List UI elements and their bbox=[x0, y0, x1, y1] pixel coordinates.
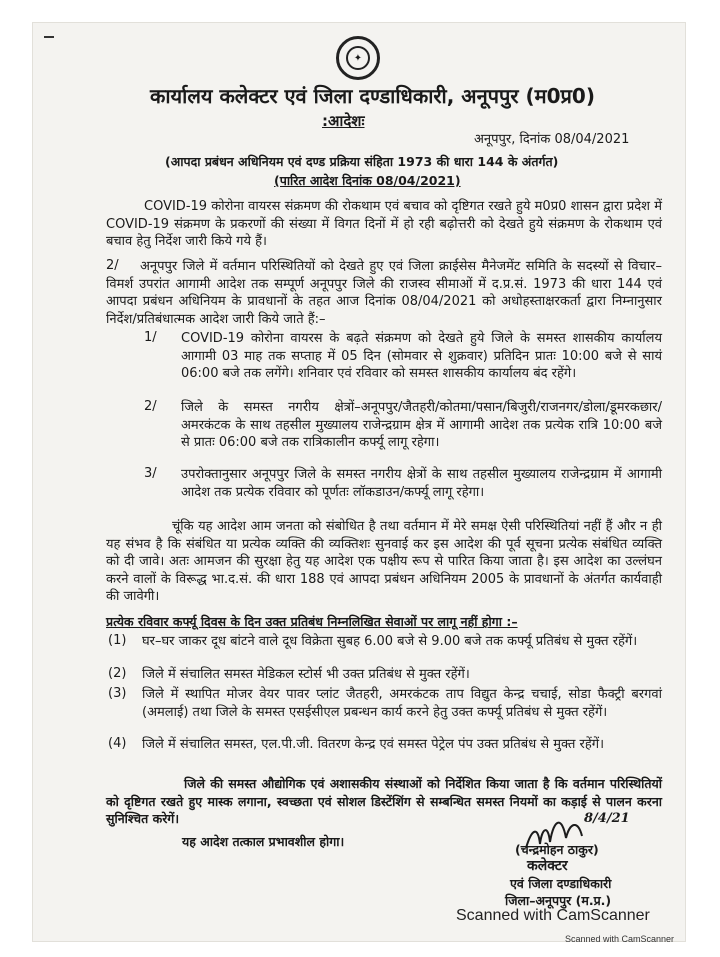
scan-edge-mark bbox=[44, 36, 54, 38]
directive-1-number: 1/ bbox=[144, 330, 157, 345]
directive-2-text: जिले के समस्त नगरीय क्षेत्रों–अनूपपुर/जैतहरी/कोतमा/पसान/बिजुरी/राजनगर/डोला/डूमरकछार/अमरकंटक के साथ तहसील मुख्यालय राजेन्द्रग्राम क्षेत्र में आगामी आदेश तक प्रत्येक रात्रि 10:00 बजे से प्रातः 06:00 बजे तक रात्रिकालीन कर्फ्यू लागू रहेगा। bbox=[181, 400, 662, 450]
directive-3-number: 3/ bbox=[144, 466, 157, 481]
exemption-3-number: (3) bbox=[108, 686, 127, 701]
government-emblem-icon: ✦ bbox=[336, 36, 380, 80]
justification-paragraph: चूंकि यह आदेश आम जनता को संबोधित है तथा वर्तमान में मेरे समक्ष ऐसी परिस्थितियां नहीं हैं और न ही यह संभव है कि संबंधित या प्रत्येक व्यक्ति की व्यक्तिशः सुनवाई कर इस आदेश की पूर्व सूचना प्रत्येक संबंधित व्यक्ति को दी जावे। अतः आमजन की सुरक्षा हेतु यह आदेश एक पक्षीय रूप से पारित किया जाता है। इस आदेश का उल्लंघन करने वालों के विरूद्ध भा.द.सं. की धारा 188 एवं आपदा प्रबंधन अधिनियम 2005 के प्रावधानों के अंतर्गत कार्यवाही की जावेगी। bbox=[106, 519, 662, 604]
act-reference: (आपदा प्रबंधन अधिनियम एवं दण्ड प्रक्रिया संहिता 1973 की धारा 144 के अंतर्गत) bbox=[165, 154, 559, 169]
passed-order-date: (पारित आदेश दिनांक 08/04/2021) bbox=[274, 173, 461, 188]
exemption-1-text: घर–घर जाकर दूध बांटने वाले दूध विक्रेता सुबह 6.00 बजे से 9.00 बजे तक कर्फ्यू प्रतिबंध से मुक्त रहेंगें। bbox=[142, 634, 638, 649]
section-2-text: अनूपपुर जिले में वर्तमान परिस्थितियों को देखते हुए एवं जिला क्राईसेस मैनेजमेंट समिति के सदस्यों से विचार–विमर्श उपरांत आगामी आदेश तक सम्पूर्ण अनूपपुर जिले की राजस्व सीमाओं में द.प्र.सं. 1973 की धारा 144 एवं आपदा प्रबंधन अधिनियम के प्रावधानों के तहत आज दिनांक 08/04/2021 को अधोहस्ताक्षरकर्ता द्वारा निम्नानुसार निर्देश/प्रतिबंधात्मक आदेश जारी किये जाते हैं:– bbox=[106, 259, 662, 327]
signature-date: 8/4/21 bbox=[584, 811, 630, 826]
signatory-district: जिला–अनूपपुर (म.प्र.) bbox=[505, 893, 612, 908]
directive-2-number: 2/ bbox=[144, 399, 157, 414]
exemption-2-text: जिले में संचालित समस्त मेडिकल स्टोर्स भी उक्त प्रतिबंध से मुक्त रहेंगें। bbox=[142, 667, 470, 682]
exemption-4-text: जिले में संचालित समस्त, एल.पी.जी. वितरण केन्द्र एवं समस्त पेट्रेल पंप उक्त प्रतिबंध से मुक्त रहेंगें। bbox=[142, 737, 605, 752]
exemption-4-number: (4) bbox=[108, 736, 127, 751]
order-heading: :आदेशः bbox=[322, 112, 365, 130]
directive-3-text: उपरोक्तानुसार अनूपपुर जिले के समस्त नगरीय क्षेत्रों के साथ तहसील मुख्यालय राजेन्द्रग्राम में आगामी आदेश तक प्रत्येक रविवार को पूर्णतः लॉकडाउन/कर्फ्यू लागू रहेगा। bbox=[181, 467, 662, 500]
camscanner-watermark: Scanned with CamScanner bbox=[456, 907, 650, 924]
closing-paragraph: जिले की समस्त औद्योगिक एवं अशासकीय संस्थाओं को निर्देशित किया जाता है कि वर्तमान परिस्थितियों को दृष्टिगत रखते हुए मास्क लगाना, स्वच्छता एवं सोशल डिस्टेंशिंग से सम्बन्धित समस्त नियमों का कड़ाई से पालन करना सुनिश्चित करेगें। bbox=[106, 776, 662, 826]
exemption-2-number: (2) bbox=[108, 666, 127, 681]
signatory-designation: कलेक्टर bbox=[527, 858, 568, 874]
effective-line: यह आदेश तत्काल प्रभावशील होगा। bbox=[182, 834, 345, 849]
office-title: कार्यालय कलेक्टर एवं जिला दण्डाधिकारी, अनूपपुर (म0प्र0) bbox=[150, 84, 595, 108]
intro-paragraph: COVID-19 कोरोना वायरस संक्रमण की रोकथाम एवं बचाव को दृष्टिगत रखते हुये म0प्र0 शासन द्वारा प्रदेश में COVID-19 संक्रमण के प्रकरणों की संख्या में विगत दिनों में हो रही बढ़ोत्तरी को देखते हुये संक्रमण के रोकथाम एवं बचाव हेतु निर्देश जारी किये गये हैं। bbox=[106, 199, 662, 249]
exemption-1-number: (1) bbox=[108, 633, 127, 648]
section-2-number: 2/ bbox=[106, 258, 119, 273]
place-date: अनूपपुर, दिनांक 08/04/2021 bbox=[474, 132, 630, 147]
camscanner-watermark-small: Scanned with CamScanner bbox=[565, 934, 675, 944]
exemptions-heading: प्रत्येक रविवार कर्फ्यू दिवस के दिन उक्त प्रतिबंध निम्नलिखित सेवाओं पर लागू नहीं होगा :– bbox=[106, 614, 518, 629]
directive-1-text: COVID-19 कोरोना वायरस के बढ़ते संक्रमण को देखते हुये जिले के समस्त शासकीय कार्यालय आगामी 03 माह तक सप्ताह में 05 दिन (सोमवार से शुक्रवार) प्रतिदिन प्रातः 10:00 बजे से सायं 06:00 बजे तक लगेंगे। शनिवार एवं रविवार को समस्त शासकीय कार्यालय बंद रहेंगे। bbox=[181, 331, 662, 381]
signatory-name: (चन्द्रमोहन ठाकुर) bbox=[515, 842, 599, 857]
exemption-3-text: जिले में स्थापित मोजर वेयर पावर प्लांट जैतहरी, अमरकंटक ताप विद्युत केन्द्र चचाई, सोडा फैक्ट्री बरगवां (अमलाई) तथा जिले के समस्त एसईसीएल प्रबन्धन कार्य करने हेतु उक्त कर्फ्यू प्रतिबंध से मुक्त रहेंगें। bbox=[142, 687, 662, 720]
signatory-role: एवं जिला दण्डाधिकारी bbox=[510, 876, 612, 891]
